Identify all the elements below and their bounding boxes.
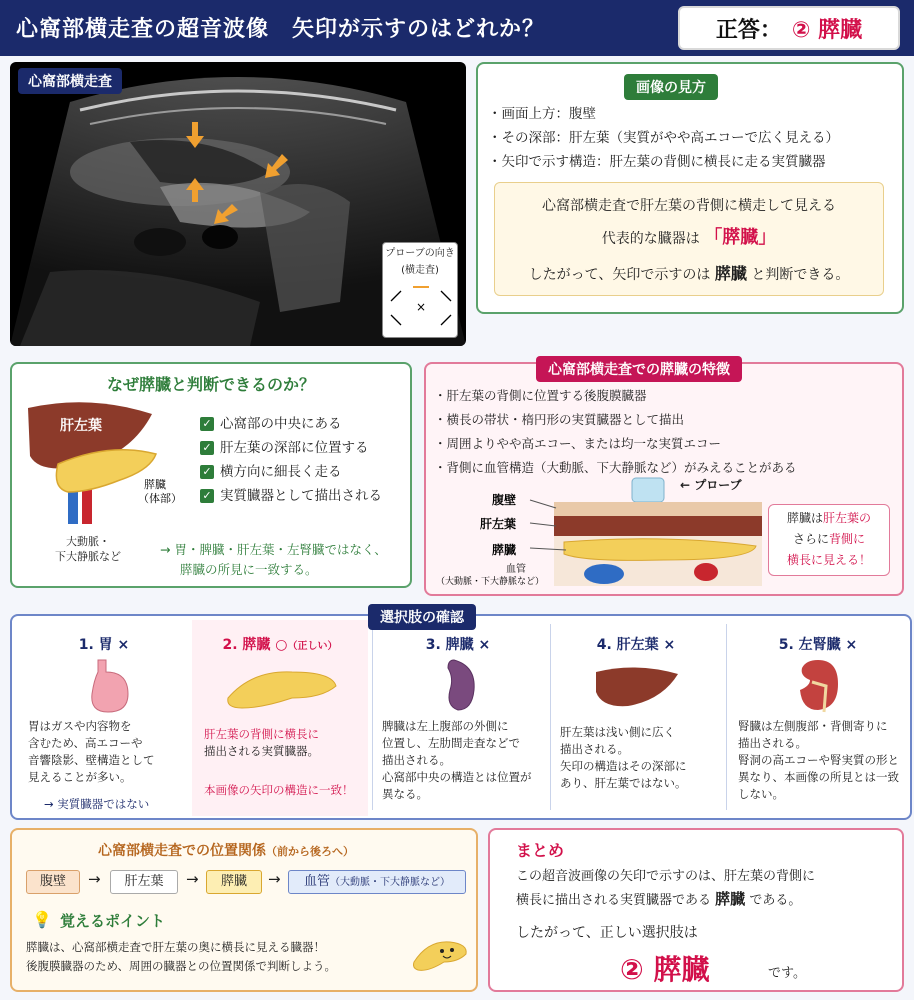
desc-line: 肝左葉は浅い側に広く [560, 725, 675, 739]
choices-panel [10, 614, 912, 820]
view-guide-note [494, 182, 884, 296]
flow-vessel-text: 血管 [303, 874, 330, 889]
note-text: したがって、矢印で示すのは [528, 267, 711, 283]
view-guide-tag: 画像の見方 [624, 74, 718, 100]
choice-desc [560, 724, 718, 792]
feature-item: ・ 背側に血管構造（大動脈、下大静脈など）がみえることがある [434, 456, 797, 480]
summary-panel [488, 828, 904, 992]
position-title-text: 心窩部横走査での位置関係 [98, 843, 266, 859]
layer-wall-label: 腹壁 [492, 493, 517, 507]
summary-text-part: 横長に描出される実質臓器である [516, 893, 712, 908]
check-item [200, 412, 382, 436]
note-text: 代表的な臓器は [601, 231, 700, 247]
desc-extra: → 実質臓器ではない [44, 797, 150, 811]
probe-text: プローブ [694, 478, 742, 492]
choice-desc [738, 718, 908, 803]
probe-subtitle: (横走査) [401, 265, 439, 276]
page-title: 心窩部横走査の超音波像 矢印が示すのはどれか？ [16, 17, 546, 42]
summary-text-part: である。 [749, 893, 802, 908]
choice-card-kidney [726, 620, 910, 816]
pancreas-sub-label: （体部） [138, 492, 182, 505]
vessel-label: 下大静脈など [55, 550, 121, 563]
why-checklist [200, 412, 382, 508]
note-line-2 [495, 223, 883, 249]
desc-line: 含むため、高エコーや [28, 736, 143, 750]
features-list [434, 384, 797, 480]
point-title: 覚えるポイント [60, 912, 166, 930]
desc-line: 描出される実質臓器。 [204, 744, 319, 758]
desc-line: あり、肝左葉ではない。 [560, 776, 687, 790]
choice-title-text: 2. 膵臓 ○ [222, 637, 288, 653]
answer-box [678, 6, 900, 50]
choice-card-spleen [370, 620, 546, 816]
flow-arrow-icon: → [88, 870, 101, 888]
choice-desc [204, 726, 362, 799]
stomach-icon [82, 658, 132, 714]
desc-line: 音響陰影、壁構造として [28, 753, 155, 767]
summary-text [516, 866, 815, 912]
liver-icon [592, 662, 682, 712]
desc-line: 描出される。 [560, 742, 629, 756]
callout-emphasis: 横長に見える！ [786, 553, 871, 567]
summary-title: まとめ [516, 841, 565, 860]
flow-vessel-sub: （大動脈・下大静脈など） [330, 877, 450, 888]
choice-desc [28, 718, 186, 813]
spleen-icon [440, 656, 480, 714]
view-guide-item: ・ 画面上方：腹壁 [488, 102, 839, 126]
choice-card-stomach [16, 620, 192, 816]
check-item [200, 460, 382, 484]
anatomy-illustration [20, 396, 196, 526]
callout-emphasis: 肝左葉の [823, 511, 872, 525]
check-text: 横方向に細長く走る [220, 464, 342, 480]
note-text: と判断できる。 [751, 267, 850, 283]
why-title: なぜ膵臓と判断できるのか？ [106, 375, 315, 394]
answer-label: 正答： [715, 17, 782, 43]
desc-line: 見えることが多い。 [28, 770, 132, 784]
flow-liver: 肝左葉 [110, 870, 178, 894]
probe-label [680, 476, 742, 493]
summary-line-3: したがって、正しい選択肢は [516, 925, 698, 941]
flow-wall: 腹壁 [26, 870, 80, 894]
desc-line: 脾臓は左上腹部の外側に [382, 719, 509, 733]
flow-pancreas: 膵臓 [206, 870, 262, 894]
ultrasound-label: 心窩部横走査 [18, 68, 122, 94]
features-tag: 心窩部横走査での膵臓の特徴 [536, 356, 742, 382]
conclusion-line: 膵臓の所見に一致する。 [180, 562, 318, 577]
feature-item: ・ 肝左葉の背側に位置する後腹膜臓器 [434, 384, 797, 408]
choice-title-sub: （正しい） [287, 641, 338, 652]
summary-line [516, 888, 815, 912]
desc-line: しない。 [738, 787, 784, 801]
layer-vessel-label: 血管 [506, 564, 526, 575]
layer-pancreas-label: 膵臓 [492, 543, 517, 557]
feature-item: ・ 周囲よりやや高エコー、または均一な実質エコー [434, 432, 797, 456]
features-callout [768, 504, 890, 576]
flow-arrow-icon: → [186, 870, 199, 888]
view-guide-item: ・ その深部：肝左葉（実質がやや高エコーで広く見える） [488, 126, 839, 150]
check-text: 肝左葉の深部に位置する [220, 440, 369, 456]
desc-line: 心窩部中央の構造とは位置が [382, 770, 532, 784]
point-text [26, 938, 336, 976]
position-title [98, 840, 354, 860]
desc-line: 胃はガスや内容物を [28, 719, 132, 733]
summary-answer: ② 膵臓 [620, 953, 710, 986]
pancreas-label: 膵臓 [144, 478, 166, 491]
point-line: 膵臓は、心窩部横走査で肝左葉の奥に横長に見える臓器！ [26, 940, 325, 954]
desc-line: 肝左葉の背側に横長に [204, 727, 319, 741]
check-text: 実質臓器として描出される [220, 488, 382, 504]
ultrasound-image [10, 62, 466, 346]
pancreas-icon [222, 662, 340, 712]
vessel-label: 大動脈・ [66, 535, 110, 548]
vessel-caption [28, 534, 148, 564]
check-text: 心窩部の中央にある [220, 416, 342, 432]
probe-orientation-box [382, 242, 458, 338]
header-bar [0, 0, 914, 56]
pancreas-mascot-icon [410, 936, 470, 976]
callout-text: さらに [792, 532, 829, 546]
probe-title: プローブの向き [385, 248, 455, 259]
arrow-left-icon: ← [680, 478, 691, 492]
desc-line: 腎洞の高エコーや腎実質の形と [738, 753, 899, 767]
layer-vessel-sub-label: （大動脈・下大静脈など） [436, 577, 545, 587]
choices-tag: 選択肢の確認 [368, 604, 476, 630]
position-title-sub: （前から後ろへ） [266, 845, 354, 858]
note-line-3 [495, 261, 883, 284]
desc-line: 位置し、左肋間走査などで [382, 736, 520, 750]
choice-card-pancreas [192, 620, 368, 816]
note-line-1: 心窩部横走査で肝左葉の背側に横走して見える [542, 198, 836, 214]
conclusion-line: → 胃・脾臓・肝左葉・左腎臓ではなく、 [160, 542, 387, 557]
flow-vessel [288, 870, 466, 894]
probe-marker: × [415, 300, 427, 314]
check-item [200, 484, 382, 508]
choice-card-liver [548, 620, 724, 816]
desc-line: 腎臓は左側腹部・背側寄りに [738, 719, 888, 733]
note-emphasis: 「膵臓」 [704, 227, 777, 248]
choice-title: 4. 肝左葉 × [596, 637, 676, 653]
desc-extra: 本画像の矢印の構造に一致！ [204, 783, 354, 797]
desc-line: 矢印の構造はその深部に [560, 759, 687, 773]
why-conclusion [160, 540, 387, 580]
choice-title [192, 634, 368, 654]
checkmark-icon: ✓ [200, 441, 214, 455]
answer-value: ② 膵臓 [791, 17, 863, 43]
view-guide-list [488, 102, 839, 174]
position-panel [10, 828, 478, 992]
liver-label: 肝左葉 [60, 418, 102, 434]
desc-line: 描出される。 [382, 753, 451, 767]
summary-emphasis: 膵臓 [715, 890, 746, 908]
point-line: 後腹膜臓器のため、周囲の臓器との位置関係で判断しよう。 [26, 959, 337, 973]
check-item [200, 436, 382, 460]
note-emphasis: 膵臓 [714, 264, 747, 283]
choice-desc [382, 718, 540, 803]
checkmark-icon: ✓ [200, 489, 214, 503]
desc-line: 異なる。 [382, 787, 428, 801]
layer-liver-label: 肝左葉 [480, 517, 517, 531]
view-guide-item: ・ 矢印で示す構造：肝左葉の背側に横長に走る実質臓器 [488, 150, 839, 174]
summary-suffix: です。 [768, 966, 806, 981]
choice-title: 5. 左腎臓 × [778, 637, 858, 653]
checkmark-icon: ✓ [200, 465, 214, 479]
summary-line: この超音波画像の矢印で示すのは、肝左葉の背側に [516, 869, 816, 884]
desc-line: 異なり、本画像の所見とは一致 [738, 770, 899, 784]
choice-title: 1. 胃 × [78, 637, 130, 653]
callout-emphasis: 背側に [829, 532, 866, 546]
feature-item: ・ 横長の帯状・楕円形の実質臓器として描出 [434, 408, 797, 432]
choice-title: 3. 脾臓 × [425, 637, 491, 653]
desc-line: 描出される。 [738, 736, 807, 750]
kidney-icon [796, 656, 840, 714]
flow-arrow-icon: → [268, 870, 281, 888]
probe-diagram-icon [383, 277, 459, 339]
callout-text: 膵臓は [786, 511, 823, 525]
lightbulb-icon: 💡 [32, 910, 52, 929]
checkmark-icon: ✓ [200, 417, 214, 431]
